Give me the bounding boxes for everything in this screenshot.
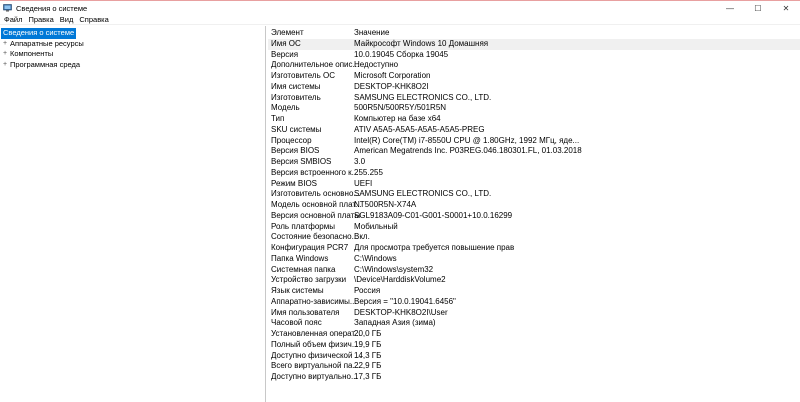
table-row[interactable] — [268, 297, 800, 308]
row-element-cell: Процессор — [271, 135, 312, 145]
tree-item-label: Сведения о системе — [3, 28, 75, 37]
window-title: Сведения о системе — [16, 3, 88, 13]
tree-item-software-environment[interactable] — [1, 60, 265, 71]
row-element-cell: Роль платформы — [271, 221, 335, 231]
row-element-cell: Доступно виртуально... — [271, 372, 358, 381]
menu-item[interactable]: Вид — [59, 14, 74, 24]
row-value-cell: 10.0.19045 Сборка 19045 — [354, 49, 449, 59]
table-row[interactable] — [268, 361, 800, 372]
tree-item-components[interactable] — [1, 49, 265, 60]
row-value-cell: SGL9183A09-C01-G001-S0001+10.0.16299 — [354, 210, 513, 220]
table-row[interactable] — [268, 93, 800, 104]
row-element-cell: Имя пользователя — [271, 307, 340, 317]
details-list — [268, 39, 800, 383]
row-value-cell: 19,9 ГБ — [354, 339, 382, 349]
menu-item[interactable]: Файл — [4, 14, 23, 24]
row-element-cell: Полный объем физич... — [271, 339, 359, 349]
tree-item-label: Компоненты — [10, 49, 54, 59]
row-value-cell: DESKTOP-KHK8O2I — [354, 81, 429, 91]
table-row[interactable] — [268, 232, 800, 243]
row-value-cell: Недоступно — [354, 60, 399, 70]
row-value-cell: 17,3 ГБ — [354, 372, 382, 381]
row-value-cell: NT500R5N-X74A — [354, 200, 417, 209]
row-element-cell: Версия встроенного к... — [271, 167, 359, 177]
row-value-cell: 255.255 — [354, 167, 383, 177]
row-value-cell: Россия — [354, 286, 381, 295]
row-element-cell: Изготовитель ОС — [271, 71, 335, 80]
expand-icon[interactable]: + — [2, 39, 8, 47]
row-element-cell: Всего виртуальной па... — [271, 361, 360, 371]
column-header-element[interactable]: Элемент — [271, 28, 304, 37]
row-value-cell: DESKTOP-KHK8O2I\User — [354, 307, 448, 317]
row-element-cell: Системная папка — [271, 264, 336, 274]
window-controls — [716, 2, 800, 14]
row-element-cell: Модель основной плат... — [271, 200, 362, 209]
table-row[interactable] — [268, 275, 800, 286]
row-value-cell: ATIV A5A5-A5A5-A5A5-A5A5-PREG — [354, 124, 485, 134]
row-value-cell: Западная Азия (зима) — [354, 318, 436, 328]
minimize-button[interactable]: — — [726, 3, 734, 13]
category-tree — [1, 26, 265, 71]
category-tree-pane — [1, 26, 266, 402]
row-value-cell: \Device\HarddiskVolume2 — [354, 275, 446, 285]
row-value-cell: SAMSUNG ELECTRONICS CO., LTD. — [354, 189, 492, 199]
list-header — [268, 28, 800, 39]
table-row[interactable] — [268, 82, 800, 93]
table-row[interactable] — [268, 308, 800, 319]
row-element-cell: Аппаратно-зависимы... — [271, 296, 357, 306]
table-row[interactable] — [268, 351, 800, 362]
row-value-cell: 22,9 ГБ — [354, 361, 382, 371]
row-element-cell: Тип — [271, 114, 285, 123]
row-value-cell: 3.0 — [354, 157, 366, 166]
table-row[interactable] — [268, 340, 800, 351]
row-element-cell: Версия SMBIOS — [271, 157, 332, 166]
table-row[interactable] — [268, 222, 800, 233]
column-header-value[interactable]: Значение — [354, 28, 390, 37]
table-row[interactable] — [268, 50, 800, 61]
table-row[interactable] — [268, 265, 800, 276]
row-value-cell: Microsoft Corporation — [354, 71, 431, 80]
table-row[interactable] — [268, 318, 800, 329]
row-element-cell: Доступно физической ... — [271, 350, 362, 360]
table-row[interactable] — [268, 125, 800, 136]
table-row[interactable] — [268, 136, 800, 147]
table-row[interactable] — [268, 168, 800, 179]
table-row[interactable] — [268, 254, 800, 265]
table-row[interactable] — [268, 146, 800, 157]
row-element-cell: Дополнительное опис... — [271, 60, 360, 70]
row-element-cell: Версия BIOS — [271, 146, 320, 156]
row-value-cell: SAMSUNG ELECTRONICS CO., LTD. — [354, 92, 492, 102]
row-element-cell: Имя системы — [271, 81, 321, 91]
row-value-cell: Версия = "10.0.19041.6456" — [354, 296, 456, 306]
row-element-cell: Модель — [271, 103, 300, 113]
row-element-cell: SKU системы — [271, 124, 322, 134]
table-row[interactable] — [268, 114, 800, 125]
table-row[interactable] — [268, 372, 800, 383]
table-row[interactable] — [268, 60, 800, 71]
row-value-cell: Компьютер на базе x64 — [354, 114, 441, 123]
menu-item[interactable]: Справка — [79, 14, 109, 24]
row-element-cell: Папка Windows — [271, 253, 329, 263]
row-element-cell: Часовой пояс — [271, 318, 322, 328]
table-row[interactable] — [268, 179, 800, 190]
tree-item-system-summary[interactable] — [1, 28, 265, 39]
expand-icon[interactable]: + — [2, 50, 8, 58]
tree-item-label: Программная среда — [10, 60, 81, 70]
table-row[interactable] — [268, 211, 800, 222]
table-row[interactable] — [268, 189, 800, 200]
row-element-cell: Установленная операт... — [271, 329, 361, 338]
row-element-cell: Версия основной платы — [271, 210, 361, 220]
row-element-cell: Имя ОС — [271, 38, 301, 48]
row-value-cell: UEFI — [354, 178, 373, 188]
row-value-cell: Мобильный — [354, 221, 398, 231]
row-value-cell: Для просмотра требуется повышение прав — [354, 243, 515, 252]
details-list-pane[interactable] — [268, 26, 800, 402]
row-element-cell: Конфигурация PCR7 — [271, 243, 349, 252]
close-button[interactable]: ✕ — [782, 3, 790, 13]
row-value-cell: C:\Windows — [354, 253, 397, 263]
row-value-cell: American Megatrends Inc. P03REG.046.180301.FL, 01.03.2018 — [354, 146, 582, 156]
tree-item-hardware-resources[interactable] — [1, 39, 265, 50]
system-info-app-icon — [3, 4, 12, 12]
row-element-cell: Режим BIOS — [271, 178, 318, 188]
tree-item-label: Аппаратные ресурсы — [10, 38, 84, 48]
expand-icon[interactable]: + — [2, 61, 8, 69]
row-value-cell: Вкл. — [354, 232, 370, 242]
table-row[interactable] — [268, 71, 800, 82]
row-element-cell: Версия — [271, 49, 299, 59]
title-bar — [0, 2, 800, 14]
table-row[interactable] — [268, 39, 800, 50]
menu-bar — [0, 14, 800, 25]
row-element-cell: Изготовитель — [271, 92, 321, 102]
table-row[interactable] — [268, 200, 800, 211]
table-row[interactable] — [268, 103, 800, 114]
row-value-cell: Майкрософт Windows 10 Домашняя — [354, 38, 489, 48]
table-row[interactable] — [268, 329, 800, 340]
row-value-cell: 500R5N/500R5Y/501R5N — [354, 103, 447, 113]
maximize-button[interactable]: ☐ — [754, 3, 762, 13]
row-element-cell: Устройство загрузки — [271, 275, 347, 285]
table-row[interactable] — [268, 157, 800, 168]
row-value-cell: C:\Windows\system32 — [354, 264, 434, 274]
table-row[interactable] — [268, 243, 800, 254]
row-value-cell: 14,3 ГБ — [354, 350, 382, 360]
row-value-cell: Intel(R) Core(TM) i7-8550U CPU @ 1.80GHz, 1992 МГц, яде... — [354, 135, 580, 145]
table-row[interactable] — [268, 286, 800, 297]
row-element-cell: Язык системы — [271, 286, 324, 295]
row-element-cell: Состояние безопасно... — [271, 232, 359, 242]
menu-item[interactable]: Правка — [28, 14, 54, 24]
row-value-cell: 20,0 ГБ — [354, 329, 382, 338]
row-element-cell: Изготовитель основно... — [271, 189, 361, 199]
